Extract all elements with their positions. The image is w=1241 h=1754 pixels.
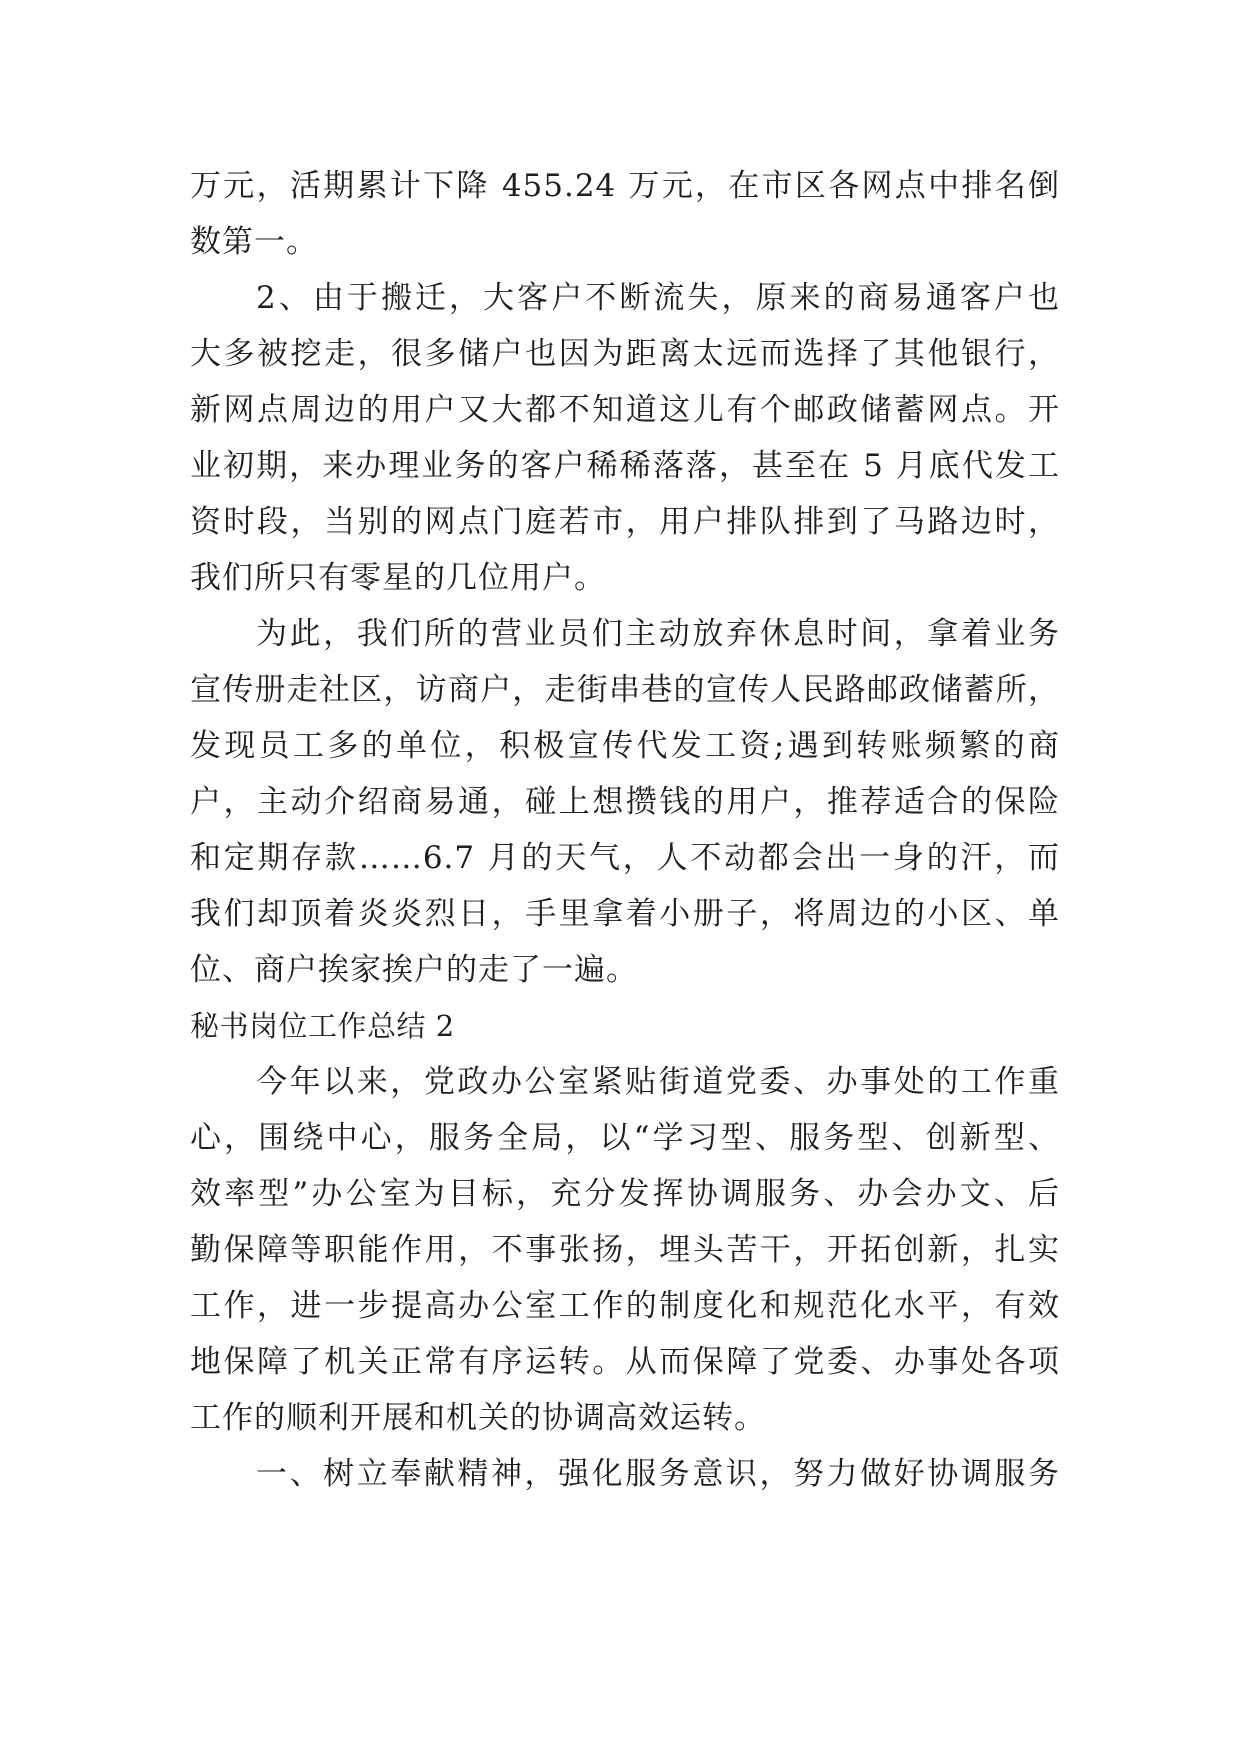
text-line: 我们所只有零星的几位用户。 xyxy=(190,560,606,596)
text-line: 户，主动介绍商易通，碰上想攒钱的用户，推荐适合的保险 xyxy=(190,784,1060,820)
text-line: 2、由于搬迁，大客户不断流失，原来的商易通客户也 xyxy=(256,280,1060,316)
section-heading: 秘书岗位工作总结 2 xyxy=(190,1009,455,1043)
text-line: 效率型”办公室为目标，充分发挥协调服务、办会办文、后 xyxy=(190,1176,1060,1212)
text-line: 心，围绕中心，服务全局，以“学习型、服务型、创新型、 xyxy=(190,1120,1060,1156)
text-line: 万元，活期累计下降 455.24 万元，在市区各网点中排名倒 xyxy=(190,168,1060,204)
text-line: 地保障了机关正常有序运转。从而保障了党委、办事处各项 xyxy=(190,1344,1060,1380)
text-line: 勤保障等职能作用，不事张扬，埋头苦干，开拓创新，扎实 xyxy=(190,1232,1060,1268)
text-line: 工作的顺利开展和机关的协调高效运转。 xyxy=(190,1400,766,1436)
text-line: 今年以来，党政办公室紧贴街道党委、办事处的工作重 xyxy=(256,1064,1060,1100)
text-line: 宣传册走社区，访商户，走街串巷的宣传人民路邮政储蓄所， xyxy=(190,672,1060,708)
text-line: 发现员工多的单位，积极宣传代发工资;遇到转账频繁的商 xyxy=(190,728,1060,764)
text-line: 为此，我们所的营业员们主动放弃休息时间，拿着业务 xyxy=(256,616,1060,652)
text-line: 业初期，来办理业务的客户稀稀落落，甚至在 5 月底代发工 xyxy=(190,448,1060,484)
text-line: 位、商户挨家挨户的走了一遍。 xyxy=(190,952,638,988)
text-line: 新网点周边的用户又大都不知道这儿有个邮政储蓄网点。开 xyxy=(190,392,1060,428)
text-line: 大多被挖走，很多储户也因为距离太远而选择了其他银行， xyxy=(190,336,1060,372)
text-line: 和定期存款……6.7 月的天气，人不动都会出一身的汗，而 xyxy=(190,840,1060,876)
text-line: 一、树立奉献精神，强化服务意识，努力做好协调服务 xyxy=(256,1456,1060,1492)
document-page xyxy=(190,158,1060,1502)
text-line: 我们却顶着炎炎烈日，手里拿着小册子，将周边的小区、单 xyxy=(190,896,1060,932)
text-line: 工作，进一步提高办公室工作的制度化和规范化水平，有效 xyxy=(190,1288,1060,1324)
text-line: 资时段，当别的网点门庭若市，用户排队排到了马路边时， xyxy=(190,504,1060,540)
text-line: 数第一。 xyxy=(190,224,318,260)
